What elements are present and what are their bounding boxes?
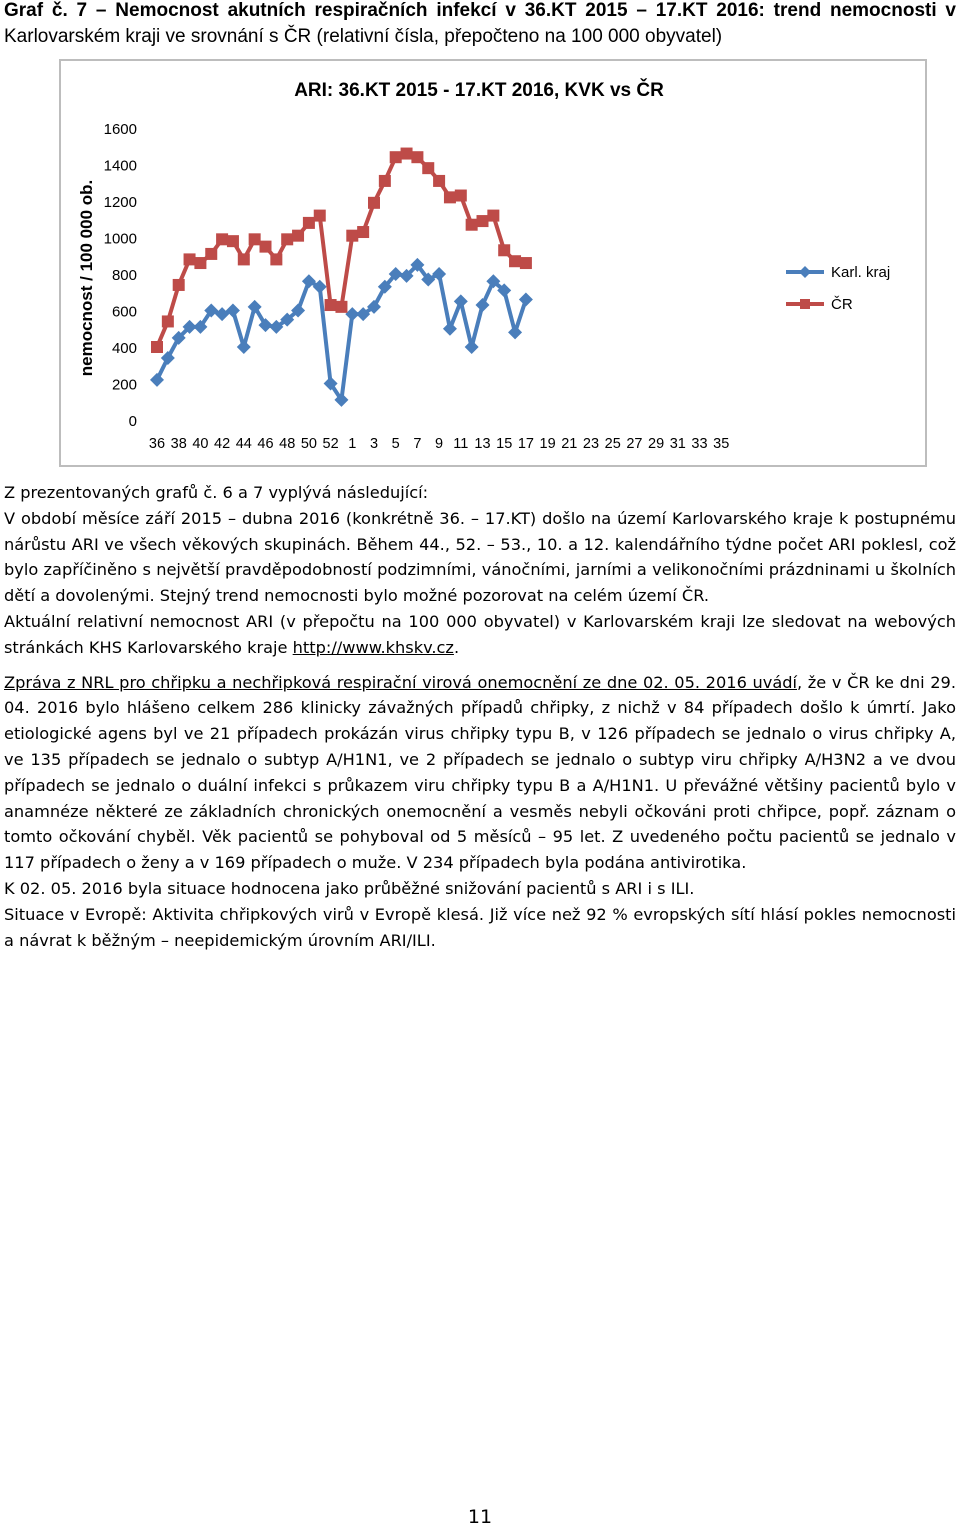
cr-point xyxy=(184,253,196,265)
karl-kraj-point xyxy=(443,322,457,336)
x-tick-label: 19 xyxy=(539,436,556,452)
cr-point xyxy=(466,219,478,231)
cr-point xyxy=(270,253,282,265)
caption-line-1: Graf č. 7 – Nemocnost akutních respiračních infekcí v 36.KT 2015 – 17.KT 2016: trend nemocnosti v xyxy=(4,0,956,21)
x-tick-label: 36 xyxy=(148,436,166,452)
cr-point xyxy=(444,191,456,203)
karl-kraj-point xyxy=(465,340,479,354)
cr-point xyxy=(151,341,163,353)
karl-kraj-point xyxy=(150,373,164,387)
figure-caption xyxy=(4,0,956,50)
cr-point xyxy=(325,299,337,311)
x-tick-label: 52 xyxy=(322,436,339,452)
x-tick-label: 50 xyxy=(300,436,317,452)
cr-point xyxy=(194,257,206,269)
y-tick-label: 600 xyxy=(111,303,137,321)
x-tick-label: 35 xyxy=(713,436,730,452)
x-tick-label: 13 xyxy=(474,436,491,452)
y-tick-label: 200 xyxy=(111,376,137,394)
karl-kraj-point xyxy=(508,325,522,339)
x-tick-label: 5 xyxy=(391,436,400,452)
cr-point xyxy=(173,279,185,291)
cr-point xyxy=(411,151,423,163)
x-tick-label: 7 xyxy=(413,436,422,452)
x-tick-label: 31 xyxy=(669,436,686,452)
paragraph-intro: Z prezentovaných grafů č. 6 a 7 vyplývá následující: xyxy=(4,483,429,502)
y-tick-label: 1000 xyxy=(103,230,137,248)
y-tick-label: 0 xyxy=(128,413,137,430)
y-axis-label: nemocnost / 100 000 ob. xyxy=(77,179,96,377)
paragraph-trend: V období měsíce září 2015 – dubna 2016 (konkrétně 36. – 17.KT) došlo na území Karlovarského kraje k postupnému nárůstu ARI ve všech věkových skupinách. Během 44., 52. – 53., 10. a 12. kalendářního týdne počet ARI poklesl, což bylo zapříčiněno s největší pravděpodobností podzimními, vánočními, jarními a velikonočními prázdninami u školních dětí a dovolenými. Stejný trend nemocnosti bylo možné pozorovat na celém území ČR. xyxy=(4,508,956,606)
x-tick-label: 38 xyxy=(170,436,187,452)
line-chart xyxy=(61,61,925,465)
cr-point xyxy=(368,197,380,209)
cr-point xyxy=(249,233,261,245)
paragraph-status: K 02. 05. 2016 byla situace hodnocena jako průběžné snižování pacientů s ARI i s ILI. xyxy=(4,878,695,898)
x-tick-label: 29 xyxy=(648,436,665,452)
cr-point xyxy=(238,253,250,265)
cr-point xyxy=(509,255,521,267)
x-tick-label: 11 xyxy=(453,436,469,452)
x-tick-label: 9 xyxy=(435,436,444,452)
khskv-link[interactable]: http://www.khskv.cz xyxy=(292,637,454,657)
cr-point xyxy=(487,210,499,222)
chart-title: ARI: 36.KT 2015 - 17.KT 2016, KVK vs ČR xyxy=(294,80,664,101)
karl-kraj-point xyxy=(237,340,251,354)
cr-point xyxy=(357,226,369,238)
x-tick-label: 27 xyxy=(626,436,643,452)
x-tick-label: 17 xyxy=(517,436,534,452)
cr-point xyxy=(520,257,532,269)
x-axis-ticks xyxy=(149,436,729,452)
legend-label: Karl. kraj xyxy=(831,264,891,281)
cr-point xyxy=(281,233,293,245)
x-tick-label: 25 xyxy=(604,436,621,452)
karl-kraj-point xyxy=(476,298,490,312)
x-tick-label: 46 xyxy=(257,436,274,452)
karl-kraj-point xyxy=(519,293,533,307)
series-line-0 xyxy=(157,265,526,400)
paragraph-current-end: . xyxy=(453,637,460,657)
karl-kraj-point xyxy=(454,294,468,308)
cr-point xyxy=(401,148,413,160)
cr-point xyxy=(216,233,228,245)
page-number: 11 xyxy=(467,1506,493,1528)
caption-line-2: Karlovarském kraji ve srovnání s ČR (relativní čísla, přepočteno na 100 000 obyvatel) xyxy=(4,26,723,47)
legend-marker xyxy=(799,266,811,278)
paragraph-nrl-text: , že v ČR ke dni 29. 04. 2016 bylo hlášeno celkem 286 klinicky závažných případů chřipky, z nichž v 84 případech došlo k úmrtí. Jako etiologické agens byl ve 21 případech prokázán virus chřipky typu B, v 126 případech se jednalo o virus chřipky A, ve 135 případech se jednalo o subtyp A/H1N1, ve 2 případech se jednalo o subtyp viru chřipky A/H3N2 a ve dvou případech se jednalo o duální infekci s průkazem viru chřipky typu B a A/H1N1. U převážné většiny pacientů bylo v anamnéze některé ze základních chronických onemocnění a vesměs nebyli očkováni proti chřipce, popř. záznam o tomto očkování chyběl. Věk pacientů se pohyboval od 5 měsíců – 95 let. Z uvedeného počtu pacientů se jednalo v 117 případech o ženy a v 169 případech o muže. V 234 případech byla podána antivirotika. xyxy=(4,672,957,873)
x-tick-label: 33 xyxy=(691,436,708,452)
legend-label: ČR xyxy=(831,296,853,313)
y-axis-ticks xyxy=(104,121,137,430)
x-tick-label: 40 xyxy=(192,436,209,452)
body-text xyxy=(4,480,956,953)
paragraph-nrl xyxy=(4,670,956,876)
y-tick-label: 1400 xyxy=(103,157,137,175)
chart-frame xyxy=(59,59,927,467)
cr-point xyxy=(390,151,402,163)
x-tick-label: 44 xyxy=(235,436,252,452)
cr-point xyxy=(162,315,174,327)
x-tick-label: 21 xyxy=(561,436,578,452)
cr-point xyxy=(498,244,510,256)
nrl-report-link[interactable]: Zpráva z NRL pro chřipku a nechřipková respirační virová onemocnění ze dne 02. 05. 2016 uvádí xyxy=(4,672,798,692)
x-tick-label: 15 xyxy=(496,436,513,452)
cr-point xyxy=(422,162,434,174)
x-tick-label: 23 xyxy=(582,436,600,452)
cr-point xyxy=(379,175,391,187)
paragraph-europe: Situace v Evropě: Aktivita chřipkových virů v Evropě klesá. Již více než 92 % evropských sítí hlásí pokles nemocnosti a návrat k běžným – neepidemickým úrovním ARI/ILI. xyxy=(4,904,956,950)
x-tick-label: 42 xyxy=(214,436,231,452)
legend-marker xyxy=(800,299,810,309)
x-tick-label: 3 xyxy=(369,436,379,452)
cr-point xyxy=(335,301,347,313)
paragraph-current xyxy=(4,609,956,661)
cr-point xyxy=(292,230,304,242)
legend xyxy=(786,264,890,313)
cr-point xyxy=(303,217,315,229)
y-tick-label: 1200 xyxy=(103,194,137,211)
cr-point xyxy=(433,175,445,187)
karl-kraj-point xyxy=(215,307,229,321)
y-tick-label: 800 xyxy=(111,267,137,284)
series-group xyxy=(150,148,533,407)
cr-point xyxy=(314,210,326,222)
cr-point xyxy=(205,248,217,260)
paragraph-current-text: Aktuální relativní nemocnost ARI (v přepočtu na 100 000 obyvatel) v Karlovarském kraji lze sledovat na webových stránkách KHS Karlovarského kraje xyxy=(4,611,956,657)
y-tick-label: 400 xyxy=(111,340,137,357)
x-tick-label: 1 xyxy=(348,436,357,452)
y-tick-label: 1600 xyxy=(103,121,137,138)
x-tick-label: 48 xyxy=(279,436,296,452)
cr-point xyxy=(346,230,358,242)
cr-point xyxy=(260,241,272,253)
karl-kraj-point xyxy=(226,304,240,318)
cr-point xyxy=(477,215,489,227)
cr-point xyxy=(455,190,467,202)
cr-point xyxy=(227,235,239,247)
